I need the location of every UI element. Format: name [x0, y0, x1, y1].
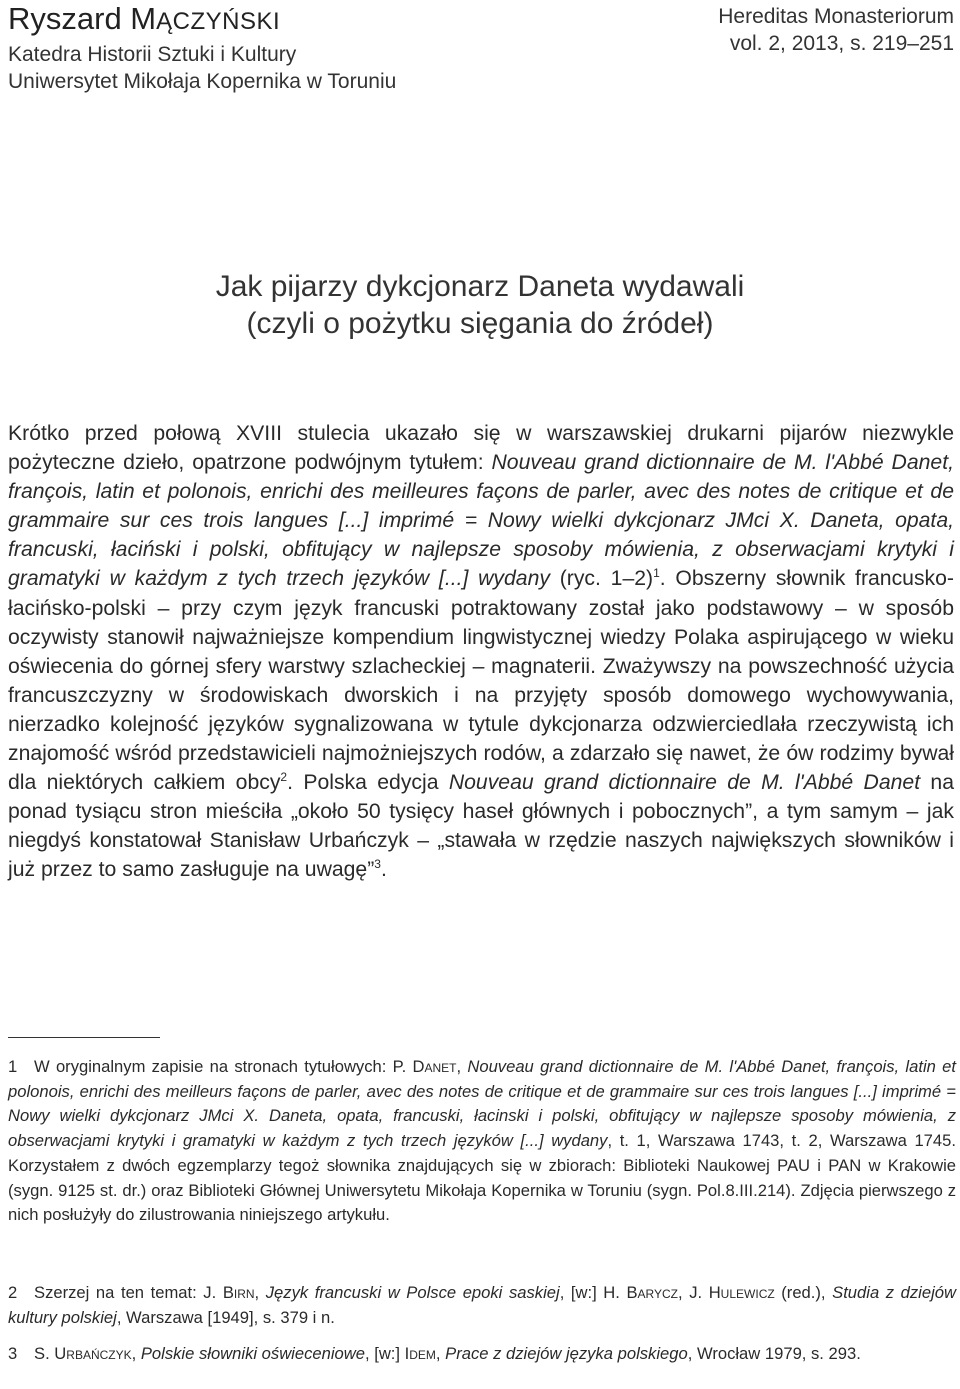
footnote-number: 2 [8, 1283, 18, 1302]
title-line-1: Jak pijarzy dykcjonarz Daneta wydawali [215, 270, 745, 303]
journal-volume: vol. 2, 2013, s. 219–251 [729, 32, 954, 55]
footnote-2: 2 Szerzej na ten temat: J. Birn, Język francuski w Polsce epoki saskiej, [w:] H. Barycz, J. Hulewicz (red.), Studia z dziejów kultury polskiej, Warszawa [1949], s. 379 i n. [8, 1283, 956, 1327]
footnote-divider [8, 1037, 160, 1038]
footnote-number: 3 [8, 1344, 18, 1363]
footnote-number: 1 [8, 1057, 18, 1076]
paragraph-1: Krótko przed połową XVIII stulecia ukazało się w warszawskiej drukarni pijarów niezwykle pożyteczne dzieło, opatrzone podwójnym tytułem: Nouveau grand dictionnaire de M. l'Abbé Danet, françois, latin et polonois, enrichi des meilleures façons de parler, avec des notes de critique et de grammaire sur ces trois langues [...] imprimé = Nowy wielki dykcjonarz JMci X. Daneta, opata, francuski, łaciński i polski, obfitujący w najlepsze sposoby mówienia, z obserwacjami krytyki i gramatyki w każdym z tych trzech języków [...] wydany (ryc. 1–2)$^1$. Obszerny słownik francusko-łacińsko-polski – przy czym język francuski potraktowany został jako podstawowy – w sposób oczywisty stanowił najważniejsze kompendium lingwistycznej wiedzy Polaka aspirującego w wieku oświecenia do górnej sfery warstwy szlacheckiej – magnaterii. Zważywszy na powszechność użycia francuszczyzny w środowiskach dworskich i na przyjęty sposób domowego wychowywania, nierzadko kolejność języków sygnalizowana w tytule dykcjonarza odzwierciedlała rzeczywistą ich znajomość wśród przedstawicieli najmożniejszych rodów, a zdarzało się nawet, że ów rodzimy bywał dla niektórych całkiem obcy$^2$. Polska edycja Nouveau grand dictionnaire de M. l'Abbé Danet na ponad tysiącu stron mieściła „około 50 tysięcy haseł głównych i pobocznych”, a tym samym – jak niegdyś konstatował Stanisław Urbańczyk – „stawała w rzędzie naszych największych słowników i już przez to samo zasługuje na uwagę”$^3$. [8, 422, 954, 882]
title-line-2: (czyli o pożytku sięgania do źródeł) [246, 307, 714, 340]
article-title [0, 268, 960, 342]
footnote-ref-1[interactable]: 1 [653, 566, 660, 581]
journal-block [718, 0, 954, 57]
footnote-ref-3[interactable]: 3 [374, 857, 381, 872]
affiliation-department: Katedra Historii Sztuki i Kultury [8, 43, 297, 66]
footnote-3: 3 S. Urbańczyk, Polskie słowniki oświeceniowe, [w:] Idem, Prace z dziejów języka polskiego, Wrocław 1979, s. 293. [8, 1342, 956, 1367]
footnote-ref-2[interactable]: 2 [280, 770, 288, 785]
body-text [8, 419, 954, 885]
author-name: Ryszard MĄCZYŃSKI [8, 1, 281, 36]
author-block [8, 0, 396, 95]
affiliation-university: Uniwersytet Mikołaja Kopernika w Toruniu [8, 70, 397, 93]
footnote-1: 1 W oryginalnym zapisie na stronach tytułowych: P. Danet, Nouveau grand dictionnaire de M. l'Abbé Danet, françois, latin et polonois, enrichi des meilleurs façons de parler, avec des notes de critique et de grammaire sur ces trois langues [...] imprimé = Nowy wielki dykcjonarz JMci X. Daneta, opata, francuski, łacinski i polski, obfitujący w najlepsze sposoby mówienia, z obserwacjami krytyki i gramatyki w każdym z tych trzech języków [...] wydany, t. 1, Warszawa 1743, t. 2, Warszawa 1745. Korzystałem z dwóch egzemplarzy tegoż słownika znajdujących się w zbiorach: Biblioteki Naukowej PAU i PAN w Krakowie (sygn. 9125 st. dr.) oraz Biblioteki Głównej Uniwersytetu Mikołaja Kopernika w Toruniu (sygn. Pol.8.III.214). Zdjęcia pierwszego z nich posłużyły do zilustrowania niniejszego artykułu. [8, 1057, 956, 1225]
journal-name: Hereditas Monasteriorum [718, 5, 954, 28]
